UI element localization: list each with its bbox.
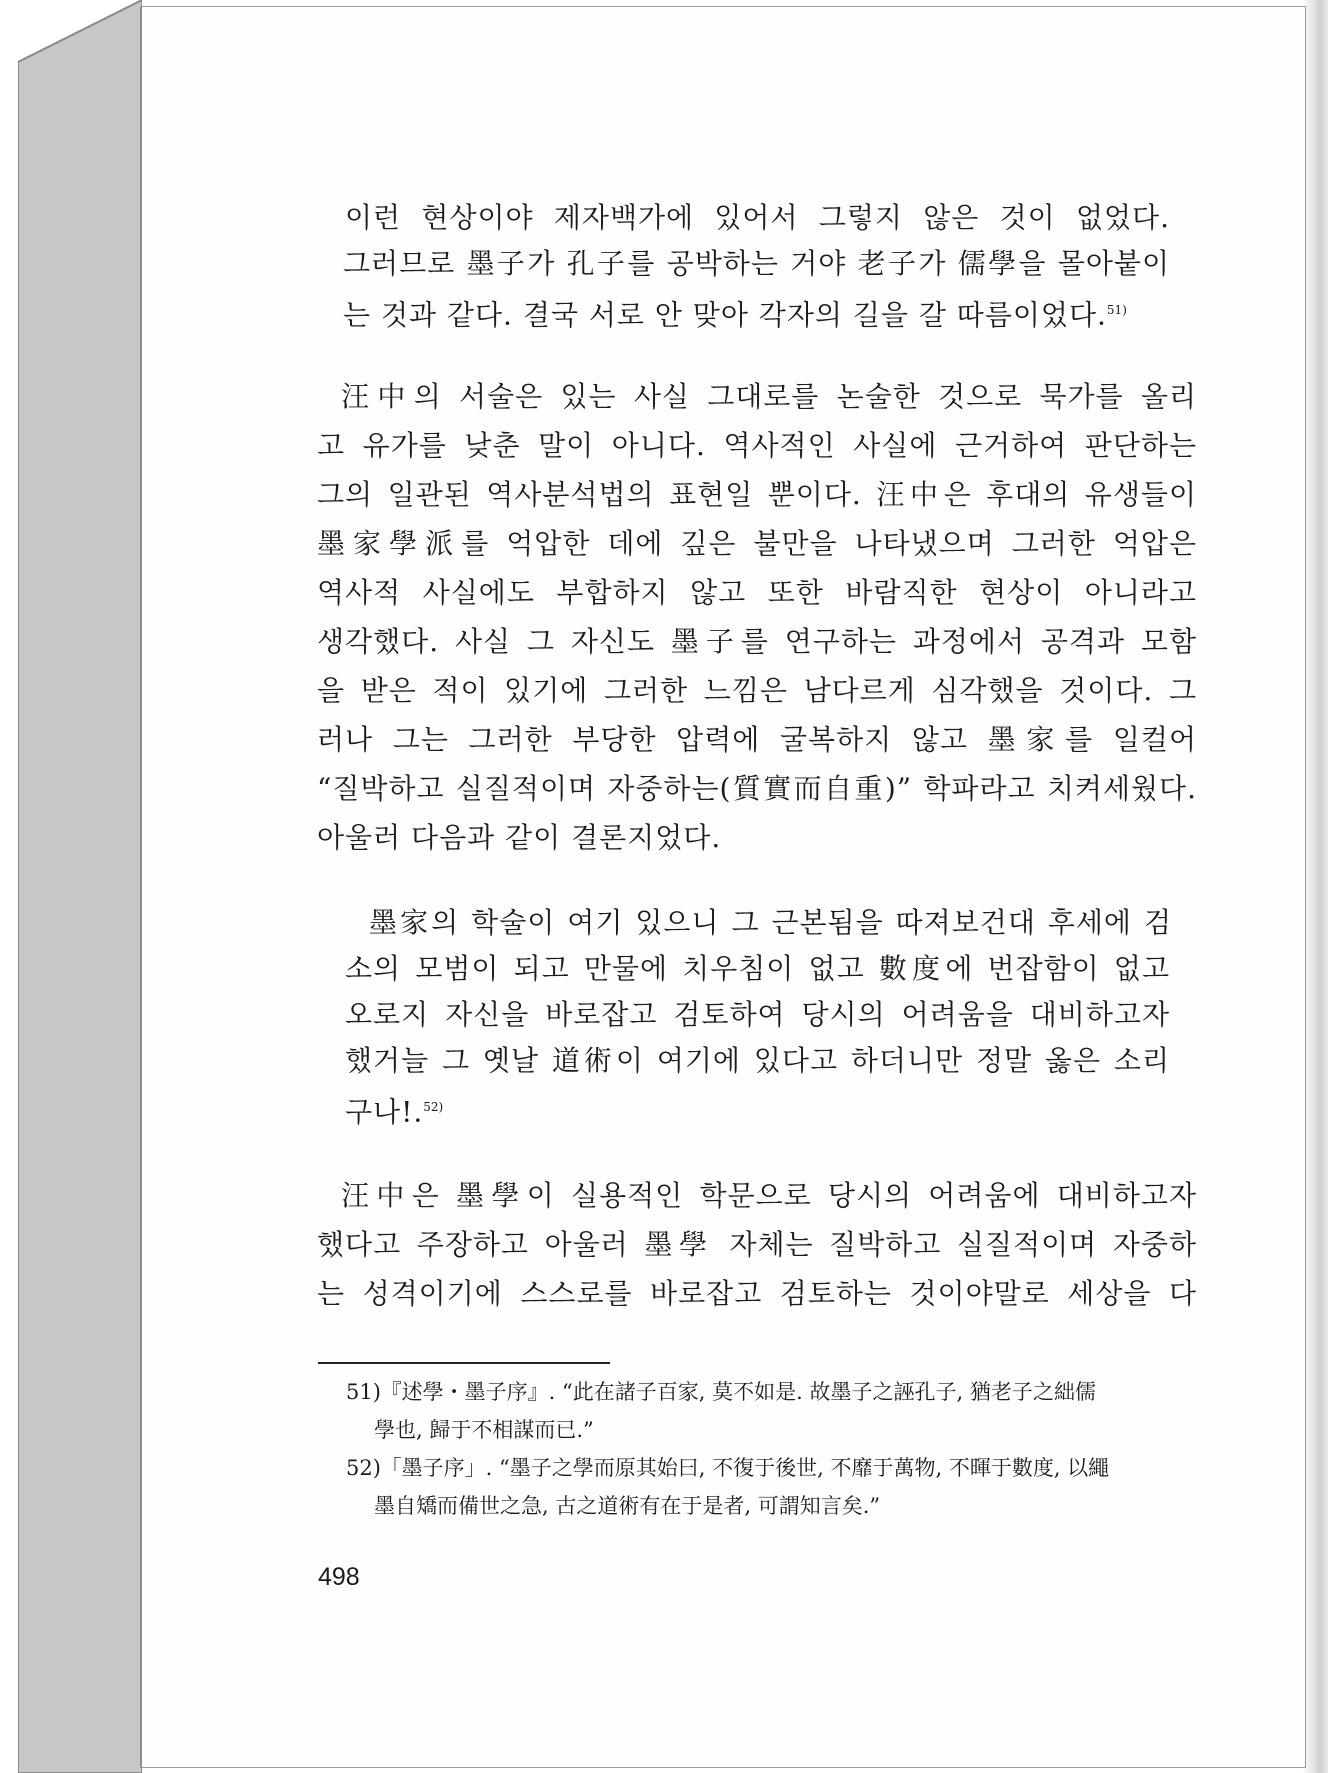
footnote-ref-52: 52) [423, 1100, 444, 1114]
quote-2-line-5 [345, 1089, 1170, 1129]
body-1-line-8: 러나 그는 그러한 부당한 압력에 굴복하지 않고 墨家를 일컬어 [317, 723, 1197, 756]
body-1-line-9: “질박하고 실질적이며 자중하는(質實而自重)” 학파라고 치켜세웠다. [317, 772, 1197, 805]
page-number: 498 [318, 1563, 360, 1591]
body-2-line-2: 했다고 주장하고 아울러 墨學 자체는 질박하고 실질적이며 자중하 [317, 1228, 1197, 1261]
footnote-51-text-1: 『述學・墨子序』. “此在諸子百家, 莫不如是. 故墨子之誣孔子, 猶老子之絀儒 [380, 1380, 1096, 1404]
body-1-line-10: 아울러 다음과 같이 결론지었다. [317, 821, 722, 854]
footnote-52-line-1 [346, 1452, 1109, 1484]
quote-2-line-4: 했거늘 그 옛날 道術이 여기에 있다고 하더니만 정말 옳은 소리 [345, 1044, 1170, 1077]
quote-1-line-3-text: 는 것과 같다. 결국 서로 안 맞아 각자의 길을 갈 따름이었다. [343, 298, 1107, 332]
quote-2-line-2: 소의 모범이 되고 만물에 치우침이 없고 數度에 번잡함이 없고 [345, 952, 1170, 985]
quote-2-line-3: 오로지 자신을 바로잡고 검토하여 당시의 어려움을 대비하고자 [345, 998, 1170, 1031]
footnote-51-line-1 [346, 1376, 1096, 1408]
footnote-ref-51: 51) [1106, 303, 1127, 317]
body-1-line-2: 고 유가를 낮춘 말이 아니다. 역사적인 사실에 근거하여 판단하는 [317, 429, 1197, 462]
footnote-52-line-2: 墨自矯而備世之急, 古之道術有在于是者, 可謂知言矣.” [374, 1494, 881, 1518]
book-spine [18, 0, 142, 1773]
body-1-line-4: 墨家學派를 억압한 데에 깊은 불만을 나타냈으며 그러한 억압은 [317, 527, 1197, 560]
quote-2-line-1: 墨家의 학술이 여기 있으니 그 근본됨을 따져보건대 후세에 검 [369, 906, 1172, 939]
body-1-line-7: 을 받은 적이 있기에 그러한 느낌은 남다르게 심각했을 것이다. 그 [317, 674, 1197, 707]
footnote-51-number: 51) [346, 1380, 381, 1404]
body-1-line-6: 생각했다. 사실 그 자신도 墨子를 연구하는 과정에서 공격과 모함 [317, 625, 1197, 658]
quote-1-line-2: 그러므로 墨子가 孔子를 공박하는 거야 老子가 儒學을 몰아붙이 [343, 247, 1170, 280]
quote-1-line-3 [343, 292, 1168, 332]
body-2-line-3: 는 성격이기에 스스로를 바로잡고 검토하는 것이야말로 세상을 다 [317, 1277, 1197, 1310]
footnote-52-number: 52) [346, 1456, 381, 1480]
body-2-line-1: 汪中은 墨學이 실용적인 학문으로 당시의 어려움에 대비하고자 [341, 1179, 1197, 1212]
body-1-line-3: 그의 일관된 역사분석법의 표현일 뿐이다. 汪中은 후대의 유생들이 [317, 478, 1197, 511]
body-1-line-5: 역사적 사실에도 부합하지 않고 또한 바람직한 현상이 아니라고 [317, 576, 1197, 609]
footnote-51-line-2: 學也, 歸于不相謀而已.” [374, 1418, 594, 1442]
footnote-52-text-1: 「墨子序」. “墨子之學而原其始曰, 不復于後世, 不靡于萬物, 不暉于數度, 以繩 [380, 1456, 1110, 1480]
quote-2-line-5-text: 구나!. [345, 1095, 424, 1129]
quote-1-line-1: 이런 현상이야 제자백가에 있어서 그렇지 않은 것이 없었다. [345, 201, 1170, 234]
footnote-rule [318, 1362, 610, 1364]
body-1-line-1: 汪中의 서술은 있는 사실 그대로를 논술한 것으로 묵가를 올리 [341, 380, 1197, 413]
